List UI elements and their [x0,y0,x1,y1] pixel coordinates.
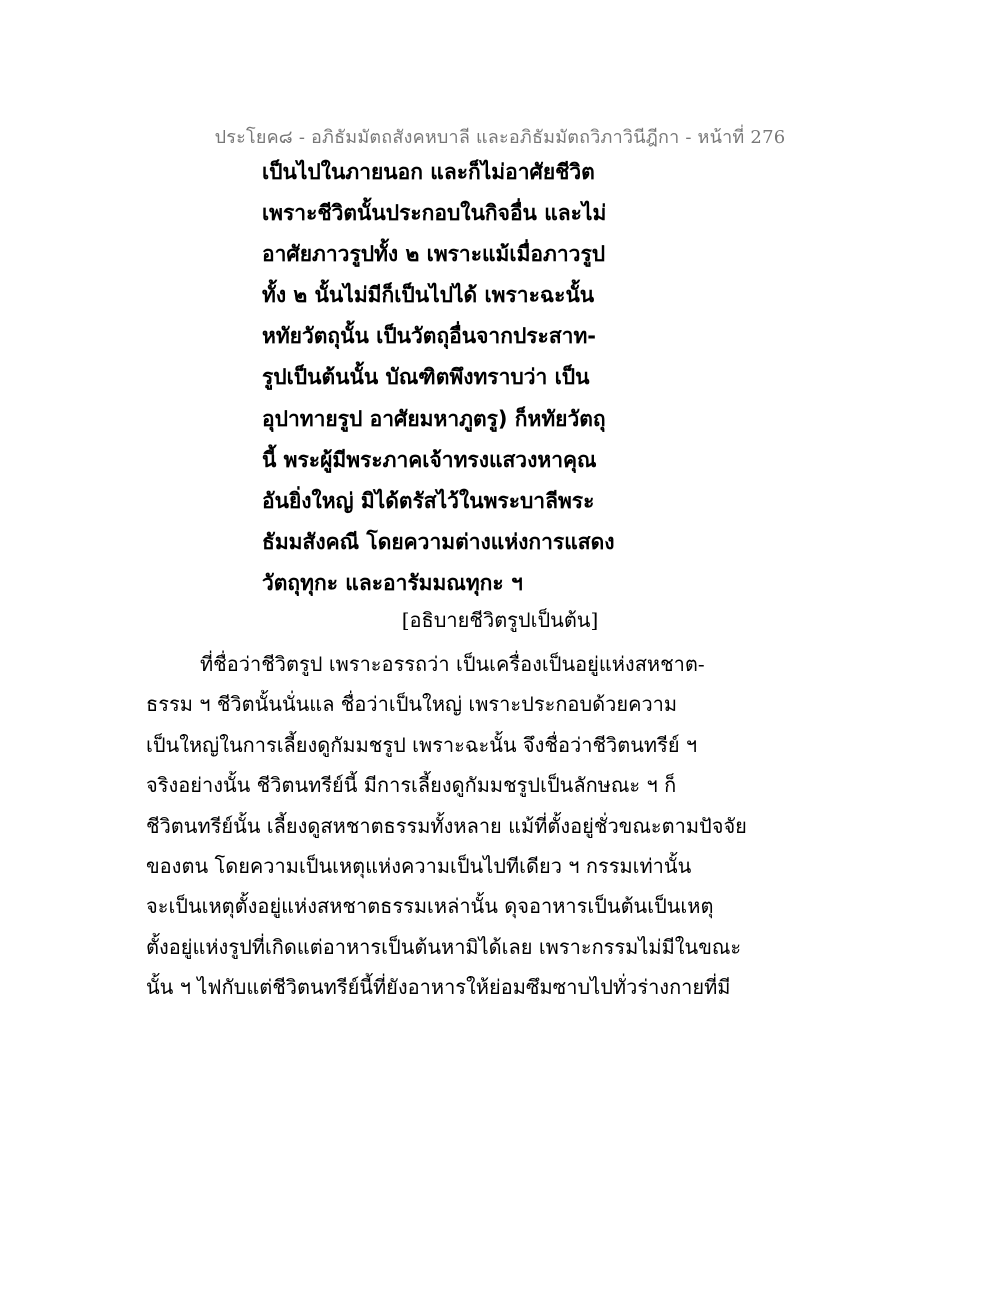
body-line: ของตน โดยความเป็นเหตุแห่งความเป็นไปทีเดียว ฯ กรรมเท่านั้น [146,853,692,878]
bold-line: วัตถุทุกะ และอารัมมณทุกะ ฯ [262,570,523,595]
section-heading: [อธิบายชีวิตรูปเป็นต้น] [401,608,599,632]
bold-line: อาศัยภาวรูปทั้ง ๒ เพราะแม้เมื่อภาวรูป [262,242,606,267]
body-line: ที่ชื่อว่าชีวิตรูป เพราะอรรถว่า เป็นเครื่องเป็นอยู่แห่งสหชาต- [200,652,705,676]
body-line: นั้น ฯ ไฟกับแต่ชีวิตนทรีย์นี้ที่ยังอาหารให้ย่อมซึมซาบไปทั่วร่างกายที่มี [146,975,731,1000]
bold-line: ทั้ง ๒ นั้นไม่มีก็เป็นไปได้ เพราะฉะนั้น [262,283,595,308]
bold-line: ธัมมสังคณี โดยความต่างแห่งการแสดง [262,529,615,554]
body-line: ธรรม ฯ ชีวิตนั้นนั่นแล ชื่อว่าเป็นใหญ่ เพราะประกอบด้วยความ [146,692,678,717]
body-line: เป็นใหญ่ในการเลี้ยงดูกัมมชรูป เพราะฉะนั้น จึงชื่อว่าชีวิตนทรีย์ ฯ [146,732,698,757]
bold-line: หทัยวัตถุนั้น เป็นวัตถุอื่นจากประสาท- [262,324,597,349]
body-line: จะเป็นเหตุตั้งอยู่แห่งสหชาตธรรมเหล่านั้น ดุจอาหารเป็นต้นเป็นเหตุ [146,894,714,919]
bold-line: อันยิ่งใหญ่ มิได้ตรัสไว้ในพระบาลีพระ [262,488,595,513]
bold-line: นี้ พระผู้มีพระภาคเจ้าทรงแสวงหาคุณ [262,447,597,472]
bold-line: เป็นไปในภายนอก และก็ไม่อาศัยชีวิต [262,160,595,184]
body-line: ตั้งอยู่แห่งรูปที่เกิดแต่อาหารเป็นต้นหามิได้เลย เพราะกรรมไม่มีในขณะ [146,934,742,959]
body-line: ชีวิตนทรีย์นั้น เลี้ยงดูสหชาตธรรมทั้งหลาย แม้ที่ตั้งอยู่ชั่วขณะตามปัจจัย [146,813,747,838]
bold-line: รูปเป็นต้นนั้น บัณฑิตพึงทราบว่า เป็น [262,365,590,390]
bold-line: เพราะชีวิตนั้นประกอบในกิจอื่น และไม่ [262,201,607,226]
body-text-block [146,644,747,1008]
body-line: จริงอย่างนั้น ชีวิตนทรีย์นี้ มีการเลี้ยงดูกัมมชรูปเป็นลักษณะ ฯ ก็ [146,773,677,798]
bold-text-block [262,152,615,604]
bold-line: อุปาทายรูป อาศัยมหาภูตรู) ก็หทัยวัตถุ [262,406,606,431]
running-header: ประโยค๘ - อภิธัมมัตถสังคหบาลี และอภิธัมมัตถวิภาวินีฎีกา - หน้าที่ 276 [214,127,786,148]
